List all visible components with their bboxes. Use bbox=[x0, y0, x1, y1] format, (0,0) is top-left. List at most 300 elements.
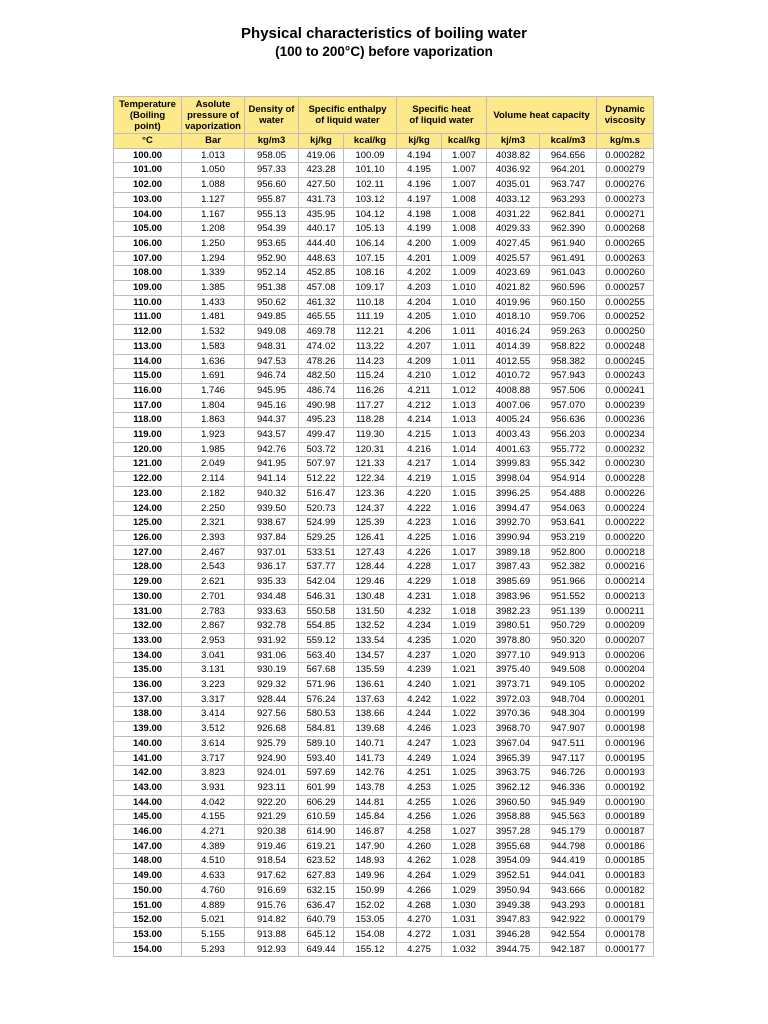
temperature-cell: 115.00 bbox=[114, 369, 182, 384]
value-cell: 931.06 bbox=[245, 648, 299, 663]
value-cell: 937.01 bbox=[245, 545, 299, 560]
value-cell: 4.197 bbox=[397, 192, 442, 207]
value-cell: 0.000207 bbox=[597, 633, 654, 648]
value-cell: 3.614 bbox=[182, 736, 245, 751]
temperature-cell: 153.00 bbox=[114, 927, 182, 942]
value-cell: 1.863 bbox=[182, 413, 245, 428]
value-cell: 938.67 bbox=[245, 516, 299, 531]
value-cell: 128.44 bbox=[344, 560, 397, 575]
value-cell: 1.022 bbox=[442, 707, 487, 722]
value-cell: 1.012 bbox=[442, 369, 487, 384]
value-cell: 457.08 bbox=[299, 281, 344, 296]
column-header-line: Dynamic bbox=[605, 104, 645, 115]
value-cell: 0.000248 bbox=[597, 339, 654, 354]
value-cell: 627.83 bbox=[299, 869, 344, 884]
value-cell: 957.506 bbox=[540, 383, 597, 398]
value-cell: 960.596 bbox=[540, 281, 597, 296]
value-cell: 945.179 bbox=[540, 825, 597, 840]
value-cell: 0.000239 bbox=[597, 398, 654, 413]
value-cell: 1.583 bbox=[182, 339, 245, 354]
value-cell: 4.216 bbox=[397, 442, 442, 457]
value-cell: 507.97 bbox=[299, 457, 344, 472]
value-cell: 3963.75 bbox=[487, 766, 540, 781]
value-cell: 0.000252 bbox=[597, 310, 654, 325]
value-cell: 1.088 bbox=[182, 178, 245, 193]
value-cell: 926.68 bbox=[245, 722, 299, 737]
value-cell: 1.385 bbox=[182, 281, 245, 296]
value-cell: 619.21 bbox=[299, 839, 344, 854]
value-cell: 419.06 bbox=[299, 148, 344, 163]
value-cell: 1.022 bbox=[442, 692, 487, 707]
temperature-cell: 147.00 bbox=[114, 839, 182, 854]
value-cell: 136.61 bbox=[344, 678, 397, 693]
value-cell: 957.943 bbox=[540, 369, 597, 384]
value-cell: 4.217 bbox=[397, 457, 442, 472]
table-row bbox=[114, 707, 654, 722]
value-cell: 4010.72 bbox=[487, 369, 540, 384]
value-cell: 0.000179 bbox=[597, 913, 654, 928]
value-cell: 597.69 bbox=[299, 766, 344, 781]
value-cell: 0.000185 bbox=[597, 854, 654, 869]
table-row bbox=[114, 780, 654, 795]
value-cell: 4.255 bbox=[397, 795, 442, 810]
value-cell: 952.382 bbox=[540, 560, 597, 575]
temperature-cell: 118.00 bbox=[114, 413, 182, 428]
value-cell: 959.263 bbox=[540, 325, 597, 340]
value-cell: 943.293 bbox=[540, 898, 597, 913]
value-cell: 4.206 bbox=[397, 325, 442, 340]
table-row bbox=[114, 398, 654, 413]
value-cell: 0.000271 bbox=[597, 207, 654, 222]
value-cell: 916.69 bbox=[245, 883, 299, 898]
temperature-cell: 127.00 bbox=[114, 545, 182, 560]
value-cell: 1.032 bbox=[442, 942, 487, 957]
value-cell: 110.18 bbox=[344, 295, 397, 310]
value-cell: 606.29 bbox=[299, 795, 344, 810]
value-cell: 919.46 bbox=[245, 839, 299, 854]
value-cell: 444.40 bbox=[299, 236, 344, 251]
value-cell: 0.000263 bbox=[597, 251, 654, 266]
value-cell: 3987.43 bbox=[487, 560, 540, 575]
value-cell: 930.19 bbox=[245, 663, 299, 678]
value-cell: 520.73 bbox=[299, 501, 344, 516]
value-cell: 945.16 bbox=[245, 398, 299, 413]
value-cell: 103.12 bbox=[344, 192, 397, 207]
value-cell: 0.000216 bbox=[597, 560, 654, 575]
temperature-cell: 143.00 bbox=[114, 780, 182, 795]
value-cell: 959.706 bbox=[540, 310, 597, 325]
value-cell: 138.66 bbox=[344, 707, 397, 722]
value-cell: 4.228 bbox=[397, 560, 442, 575]
value-cell: 113.22 bbox=[344, 339, 397, 354]
value-cell: 4.247 bbox=[397, 736, 442, 751]
value-cell: 137.63 bbox=[344, 692, 397, 707]
value-cell: 134.57 bbox=[344, 648, 397, 663]
value-cell: 952.90 bbox=[245, 251, 299, 266]
value-cell: 2.783 bbox=[182, 604, 245, 619]
value-cell: 133.54 bbox=[344, 633, 397, 648]
table-row bbox=[114, 354, 654, 369]
value-cell: 4012.55 bbox=[487, 354, 540, 369]
value-cell: 941.14 bbox=[245, 472, 299, 487]
value-cell: 952.800 bbox=[540, 545, 597, 560]
temperature-cell: 103.00 bbox=[114, 192, 182, 207]
table-row bbox=[114, 148, 654, 163]
value-cell: 3992.70 bbox=[487, 516, 540, 531]
value-cell: 0.000273 bbox=[597, 192, 654, 207]
value-cell: 3975.40 bbox=[487, 663, 540, 678]
value-cell: 4.214 bbox=[397, 413, 442, 428]
value-cell: 559.12 bbox=[299, 633, 344, 648]
value-cell: 0.000243 bbox=[597, 369, 654, 384]
value-cell: 958.822 bbox=[540, 339, 597, 354]
value-cell: 499.47 bbox=[299, 428, 344, 443]
value-cell: 0.000206 bbox=[597, 648, 654, 663]
value-cell: 1.018 bbox=[442, 604, 487, 619]
temperature-cell: 136.00 bbox=[114, 678, 182, 693]
value-cell: 1.015 bbox=[442, 472, 487, 487]
value-cell: 4001.63 bbox=[487, 442, 540, 457]
value-cell: 1.691 bbox=[182, 369, 245, 384]
temperature-cell: 148.00 bbox=[114, 854, 182, 869]
value-cell: 636.47 bbox=[299, 898, 344, 913]
value-cell: 482.50 bbox=[299, 369, 344, 384]
value-cell: 116.26 bbox=[344, 383, 397, 398]
page-title: Physical characteristics of boiling water bbox=[241, 25, 527, 42]
value-cell: 1.008 bbox=[442, 222, 487, 237]
value-cell: 0.000222 bbox=[597, 516, 654, 531]
value-cell: 3.823 bbox=[182, 766, 245, 781]
value-cell: 1.011 bbox=[442, 339, 487, 354]
value-cell: 4003.43 bbox=[487, 428, 540, 443]
table-row bbox=[114, 869, 654, 884]
value-cell: 923.11 bbox=[245, 780, 299, 795]
table-row bbox=[114, 810, 654, 825]
table-row bbox=[114, 545, 654, 560]
value-cell: 0.000196 bbox=[597, 736, 654, 751]
value-cell: 4038.82 bbox=[487, 148, 540, 163]
value-cell: 0.000245 bbox=[597, 354, 654, 369]
value-cell: 1.026 bbox=[442, 810, 487, 825]
value-cell: 1.007 bbox=[442, 178, 487, 193]
value-cell: 1.021 bbox=[442, 663, 487, 678]
temperature-cell: 150.00 bbox=[114, 883, 182, 898]
value-cell: 4.203 bbox=[397, 281, 442, 296]
value-cell: 1.015 bbox=[442, 486, 487, 501]
value-cell: 957.33 bbox=[245, 163, 299, 178]
table-row bbox=[114, 457, 654, 472]
value-cell: 4.229 bbox=[397, 575, 442, 590]
value-cell: 0.000224 bbox=[597, 501, 654, 516]
value-cell: 3947.83 bbox=[487, 913, 540, 928]
value-cell: 150.99 bbox=[344, 883, 397, 898]
value-cell: 2.621 bbox=[182, 575, 245, 590]
value-cell: 4.220 bbox=[397, 486, 442, 501]
column-header bbox=[397, 97, 487, 134]
value-cell: 4.389 bbox=[182, 839, 245, 854]
value-cell: 0.000257 bbox=[597, 281, 654, 296]
value-cell: 3.717 bbox=[182, 751, 245, 766]
value-cell: 0.000204 bbox=[597, 663, 654, 678]
value-cell: 4.272 bbox=[397, 927, 442, 942]
value-cell: 0.000265 bbox=[597, 236, 654, 251]
value-cell: 1.010 bbox=[442, 310, 487, 325]
temperature-cell: 109.00 bbox=[114, 281, 182, 296]
value-cell: 593.40 bbox=[299, 751, 344, 766]
value-cell: 3960.50 bbox=[487, 795, 540, 810]
value-cell: 1.028 bbox=[442, 839, 487, 854]
value-cell: 0.000183 bbox=[597, 869, 654, 884]
value-cell: 925.79 bbox=[245, 736, 299, 751]
table-row bbox=[114, 722, 654, 737]
temperature-cell: 152.00 bbox=[114, 913, 182, 928]
value-cell: 107.15 bbox=[344, 251, 397, 266]
value-cell: 0.000186 bbox=[597, 839, 654, 854]
value-cell: 610.59 bbox=[299, 810, 344, 825]
value-cell: 4.209 bbox=[397, 354, 442, 369]
value-cell: 4036.92 bbox=[487, 163, 540, 178]
value-cell: 950.62 bbox=[245, 295, 299, 310]
table-row bbox=[114, 648, 654, 663]
temperature-cell: 123.00 bbox=[114, 486, 182, 501]
column-header-line: water bbox=[259, 115, 284, 126]
value-cell: 120.31 bbox=[344, 442, 397, 457]
value-cell: 1.011 bbox=[442, 354, 487, 369]
temperature-cell: 154.00 bbox=[114, 942, 182, 957]
value-cell: 3980.51 bbox=[487, 619, 540, 634]
column-header bbox=[245, 97, 299, 134]
value-cell: 4021.82 bbox=[487, 281, 540, 296]
value-cell: 469.78 bbox=[299, 325, 344, 340]
value-cell: 4.256 bbox=[397, 810, 442, 825]
column-header-line: Asolute bbox=[195, 98, 231, 110]
table-row bbox=[114, 530, 654, 545]
value-cell: 2.049 bbox=[182, 457, 245, 472]
value-cell: 4.212 bbox=[397, 398, 442, 413]
value-cell: 4.201 bbox=[397, 251, 442, 266]
column-header-line: of liquid water bbox=[409, 115, 474, 126]
value-cell: 945.95 bbox=[245, 383, 299, 398]
value-cell: 1.024 bbox=[442, 751, 487, 766]
column-header-line: Volume heat capacity bbox=[493, 109, 590, 121]
value-cell: 567.68 bbox=[299, 663, 344, 678]
value-cell: 949.508 bbox=[540, 663, 597, 678]
value-cell: 3994.47 bbox=[487, 501, 540, 516]
value-cell: 1.016 bbox=[442, 501, 487, 516]
value-cell: 954.39 bbox=[245, 222, 299, 237]
value-cell: 951.966 bbox=[540, 575, 597, 590]
value-cell: 3.131 bbox=[182, 663, 245, 678]
value-cell: 1.127 bbox=[182, 192, 245, 207]
value-cell: 1.481 bbox=[182, 310, 245, 325]
value-cell: 130.48 bbox=[344, 589, 397, 604]
table-row bbox=[114, 589, 654, 604]
value-cell: 3996.25 bbox=[487, 486, 540, 501]
temperature-cell: 113.00 bbox=[114, 339, 182, 354]
value-cell: 124.37 bbox=[344, 501, 397, 516]
value-cell: 144.81 bbox=[344, 795, 397, 810]
value-cell: 465.55 bbox=[299, 310, 344, 325]
value-cell: 1.013 bbox=[442, 413, 487, 428]
value-cell: 146.87 bbox=[344, 825, 397, 840]
value-cell: 3999.83 bbox=[487, 457, 540, 472]
value-cell: 4005.24 bbox=[487, 413, 540, 428]
value-cell: 4.205 bbox=[397, 310, 442, 325]
value-cell: 944.37 bbox=[245, 413, 299, 428]
value-cell: 4029.33 bbox=[487, 222, 540, 237]
value-cell: 104.12 bbox=[344, 207, 397, 222]
value-cell: 0.000192 bbox=[597, 780, 654, 795]
value-cell: 961.491 bbox=[540, 251, 597, 266]
table-row bbox=[114, 927, 654, 942]
value-cell: 516.47 bbox=[299, 486, 344, 501]
value-cell: 3.931 bbox=[182, 780, 245, 795]
value-cell: 0.000199 bbox=[597, 707, 654, 722]
value-cell: 448.63 bbox=[299, 251, 344, 266]
value-cell: 956.203 bbox=[540, 428, 597, 443]
temperature-cell: 104.00 bbox=[114, 207, 182, 222]
value-cell: 0.000250 bbox=[597, 325, 654, 340]
value-cell: 940.32 bbox=[245, 486, 299, 501]
value-cell: 4.042 bbox=[182, 795, 245, 810]
value-cell: 942.187 bbox=[540, 942, 597, 957]
temperature-cell: 116.00 bbox=[114, 383, 182, 398]
value-cell: 948.31 bbox=[245, 339, 299, 354]
temperature-cell: 142.00 bbox=[114, 766, 182, 781]
value-cell: 3965.39 bbox=[487, 751, 540, 766]
table-row bbox=[114, 295, 654, 310]
value-cell: 4.249 bbox=[397, 751, 442, 766]
table-row bbox=[114, 222, 654, 237]
value-cell: 953.641 bbox=[540, 516, 597, 531]
value-cell: 2.953 bbox=[182, 633, 245, 648]
value-cell: 490.98 bbox=[299, 398, 344, 413]
value-cell: 4.253 bbox=[397, 780, 442, 795]
value-cell: 3983.96 bbox=[487, 589, 540, 604]
value-cell: 576.24 bbox=[299, 692, 344, 707]
value-cell: 102.11 bbox=[344, 178, 397, 193]
temperature-cell: 120.00 bbox=[114, 442, 182, 457]
value-cell: 119.30 bbox=[344, 428, 397, 443]
value-cell: 145.84 bbox=[344, 810, 397, 825]
value-cell: 927.56 bbox=[245, 707, 299, 722]
table-row bbox=[114, 472, 654, 487]
value-cell: 431.73 bbox=[299, 192, 344, 207]
value-cell: 580.53 bbox=[299, 707, 344, 722]
value-cell: 554.85 bbox=[299, 619, 344, 634]
value-cell: 3.512 bbox=[182, 722, 245, 737]
value-cell: 5.155 bbox=[182, 927, 245, 942]
table-row bbox=[114, 236, 654, 251]
value-cell: 4.226 bbox=[397, 545, 442, 560]
unit-cell: kg/m.s bbox=[597, 134, 654, 149]
value-cell: 571.96 bbox=[299, 678, 344, 693]
table-row bbox=[114, 413, 654, 428]
value-cell: 1.985 bbox=[182, 442, 245, 457]
value-cell: 954.488 bbox=[540, 486, 597, 501]
value-cell: 918.54 bbox=[245, 854, 299, 869]
value-cell: 921.29 bbox=[245, 810, 299, 825]
value-cell: 1.029 bbox=[442, 869, 487, 884]
value-cell: 4031.22 bbox=[487, 207, 540, 222]
temperature-cell: 105.00 bbox=[114, 222, 182, 237]
unit-cell: kj/kg bbox=[397, 134, 442, 149]
value-cell: 4.237 bbox=[397, 648, 442, 663]
temperature-cell: 110.00 bbox=[114, 295, 182, 310]
value-cell: 4.195 bbox=[397, 163, 442, 178]
value-cell: 0.000187 bbox=[597, 825, 654, 840]
value-cell: 126.41 bbox=[344, 530, 397, 545]
value-cell: 942.76 bbox=[245, 442, 299, 457]
temperature-cell: 117.00 bbox=[114, 398, 182, 413]
value-cell: 1.017 bbox=[442, 545, 487, 560]
value-cell: 121.33 bbox=[344, 457, 397, 472]
table-row bbox=[114, 163, 654, 178]
value-cell: 154.08 bbox=[344, 927, 397, 942]
value-cell: 4.223 bbox=[397, 516, 442, 531]
value-cell: 956.636 bbox=[540, 413, 597, 428]
value-cell: 935.33 bbox=[245, 575, 299, 590]
value-cell: 4.210 bbox=[397, 369, 442, 384]
value-cell: 2.701 bbox=[182, 589, 245, 604]
value-cell: 4008.88 bbox=[487, 383, 540, 398]
value-cell: 155.12 bbox=[344, 942, 397, 957]
temperature-cell: 129.00 bbox=[114, 575, 182, 590]
value-cell: 4.198 bbox=[397, 207, 442, 222]
value-cell: 0.000218 bbox=[597, 545, 654, 560]
value-cell: 153.05 bbox=[344, 913, 397, 928]
value-cell: 1.016 bbox=[442, 530, 487, 545]
value-cell: 949.913 bbox=[540, 648, 597, 663]
value-cell: 0.000220 bbox=[597, 530, 654, 545]
value-cell: 933.63 bbox=[245, 604, 299, 619]
temperature-cell: 131.00 bbox=[114, 604, 182, 619]
temperature-cell: 102.00 bbox=[114, 178, 182, 193]
value-cell: 944.798 bbox=[540, 839, 597, 854]
value-cell: 3950.94 bbox=[487, 883, 540, 898]
table-row bbox=[114, 795, 654, 810]
table-row bbox=[114, 501, 654, 516]
table-row bbox=[114, 883, 654, 898]
value-cell: 623.52 bbox=[299, 854, 344, 869]
column-header-line: Specific enthalpy bbox=[308, 104, 387, 115]
value-cell: 2.321 bbox=[182, 516, 245, 531]
value-cell: 957.070 bbox=[540, 398, 597, 413]
value-cell: 4.258 bbox=[397, 825, 442, 840]
value-cell: 584.81 bbox=[299, 722, 344, 737]
value-cell: 924.90 bbox=[245, 751, 299, 766]
unit-row bbox=[114, 134, 654, 149]
value-cell: 132.52 bbox=[344, 619, 397, 634]
value-cell: 3967.04 bbox=[487, 736, 540, 751]
value-cell: 139.68 bbox=[344, 722, 397, 737]
value-cell: 1.030 bbox=[442, 898, 487, 913]
table-row bbox=[114, 633, 654, 648]
temperature-cell: 145.00 bbox=[114, 810, 182, 825]
value-cell: 4.268 bbox=[397, 898, 442, 913]
value-cell: 533.51 bbox=[299, 545, 344, 560]
value-cell: 2.467 bbox=[182, 545, 245, 560]
value-cell: 0.000241 bbox=[597, 383, 654, 398]
value-cell: 3955.68 bbox=[487, 839, 540, 854]
value-cell: 4.215 bbox=[397, 428, 442, 443]
value-cell: 922.20 bbox=[245, 795, 299, 810]
column-header-line: viscosity bbox=[604, 115, 646, 126]
value-cell: 4.234 bbox=[397, 619, 442, 634]
temperature-cell: 124.00 bbox=[114, 501, 182, 516]
page-subtitle: (100 to 200°C) before vaporization bbox=[275, 44, 493, 59]
value-cell: 915.76 bbox=[245, 898, 299, 913]
